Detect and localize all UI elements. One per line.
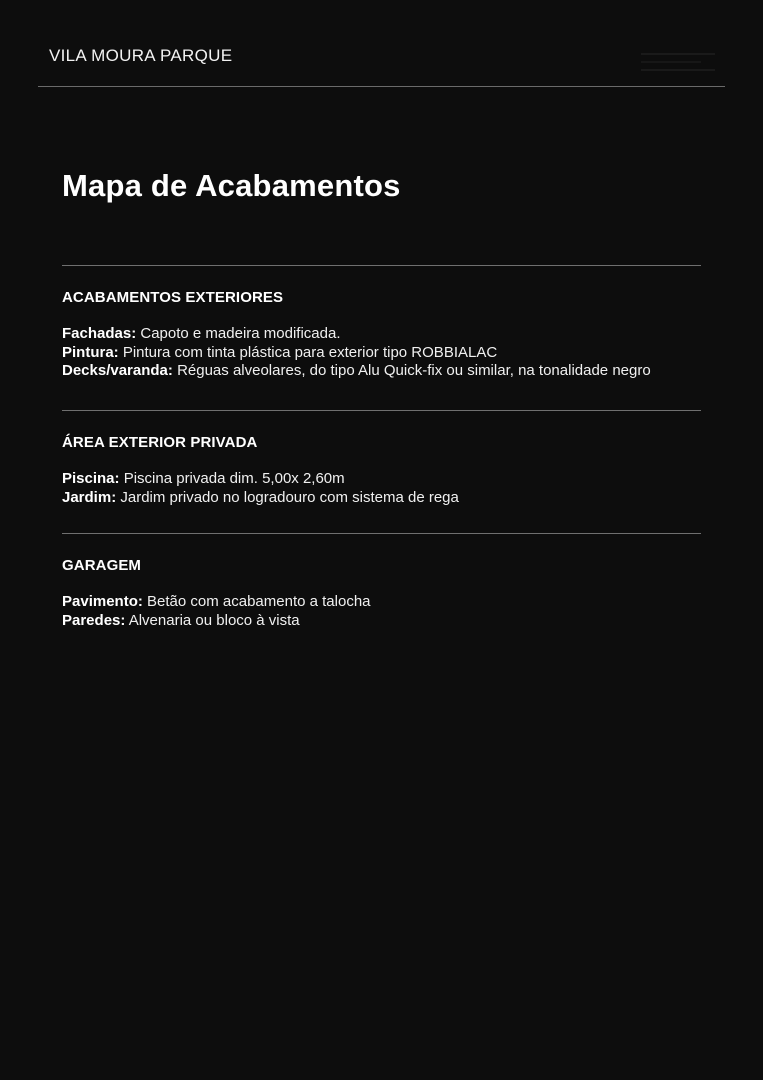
item-value: Réguas alveolares, do tipo Alu Quick-fix ou similar, na tonalidade negro (172, 362, 651, 379)
item-label: Decks/varanda: (62, 362, 173, 379)
item-label: Jardim: (62, 488, 117, 506)
item-label: Paredes: (62, 611, 126, 629)
finish-list (62, 325, 701, 381)
item-value: Capoto e madeira modificada. (136, 325, 341, 342)
finish-list (62, 593, 701, 630)
section-area-exterior-privada (62, 410, 701, 507)
list-item (62, 612, 701, 631)
list-item (62, 470, 701, 489)
item-value: Betão com acabamento a talocha (142, 593, 371, 610)
section-divider (62, 265, 701, 266)
list-item (62, 489, 701, 508)
header-divider (38, 86, 725, 87)
section-garagem (62, 533, 701, 630)
brand-name: VILA MOURA PARQUE (49, 46, 233, 65)
section-divider (62, 533, 701, 534)
page-header (0, 0, 763, 88)
section-heading: GARAGEM (62, 557, 142, 574)
section-heading: ÁREA EXTERIOR PRIVADA (62, 434, 258, 451)
finish-list (62, 470, 701, 507)
list-item (62, 593, 701, 612)
list-item (62, 325, 701, 344)
item-label: Pavimento: (62, 593, 143, 610)
item-value: Alvenaria ou bloco à vista (125, 611, 300, 629)
logo-mark-icon (640, 50, 716, 74)
item-value: Pintura com tinta plástica para exterior tipo ROBBIALAC (118, 343, 498, 361)
section-divider (62, 410, 701, 411)
item-label: Fachadas: (62, 325, 137, 342)
item-label: Pintura: (62, 343, 119, 361)
item-value: Jardim privado no logradouro com sistema de rega (116, 488, 459, 506)
item-label: Piscina: (62, 470, 120, 487)
list-item (62, 362, 701, 381)
section-acabamentos-exteriores (62, 265, 701, 381)
item-value: Piscina privada dim. 5,00x 2,60m (119, 470, 345, 487)
list-item (62, 344, 701, 363)
page-title: Mapa de Acabamentos (62, 168, 401, 203)
section-heading: ACABAMENTOS EXTERIORES (62, 289, 284, 306)
